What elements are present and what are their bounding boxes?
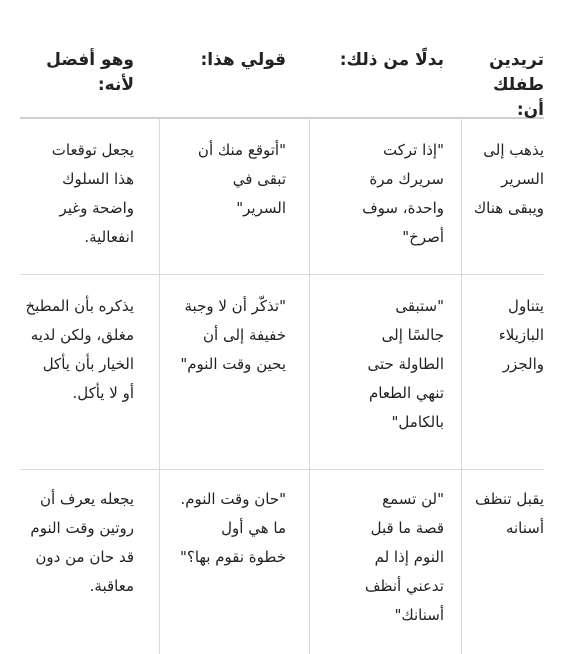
table-cell: يجعله يعرف أن روتين وقت النوم قد حان من دون معاقبة. bbox=[30, 490, 134, 595]
table-cell: "لن تسمع قصة ما قبل النوم إذا لم تدعني أنظف أسنانك" bbox=[365, 490, 444, 624]
column-say-this bbox=[160, 0, 310, 654]
column-header: وهو أفضل لأنه: bbox=[46, 50, 134, 95]
column-instead-of bbox=[310, 0, 462, 654]
table-cell: يذهب إلى السرير ويبقى هناك bbox=[473, 141, 544, 217]
column-better-because bbox=[0, 0, 160, 654]
table-cell: يذكره بأن المطبخ مغلق، ولكن لديه الخيار بأن يأكل أو لا يأكل. bbox=[25, 297, 134, 402]
column-header: تريدين طفلك أن: bbox=[489, 50, 544, 120]
table-cell: يقبل تنظف أسنانه bbox=[475, 490, 544, 537]
column-header: قولي هذا: bbox=[200, 50, 286, 70]
column-want-child-to bbox=[462, 0, 564, 654]
table-cell: "تذكّر أن لا وجبة خفيفة إلى أن يحين وقت النوم" bbox=[180, 297, 286, 373]
table-cell: يتناول البازيلاء والجزر bbox=[498, 297, 544, 373]
table-cell: "إذا تركت سريرك مرة واحدة، سوف أصرخ" bbox=[362, 141, 444, 246]
table-cell: "أتوقع منك أن تبقى في السرير" bbox=[197, 141, 286, 217]
table-cell: "حان وقت النوم. ما هي أول خطوة نقوم بها؟" bbox=[179, 490, 286, 566]
table-cell: "ستبقى جالسًا إلى الطاولة حتى تنهي الطعام بالكامل" bbox=[367, 297, 444, 431]
table-cell: يجعل توقعات هذا السلوك واضحة وغير انفعالية. bbox=[51, 141, 134, 246]
column-header: بدلًا من ذلك: bbox=[339, 50, 444, 70]
